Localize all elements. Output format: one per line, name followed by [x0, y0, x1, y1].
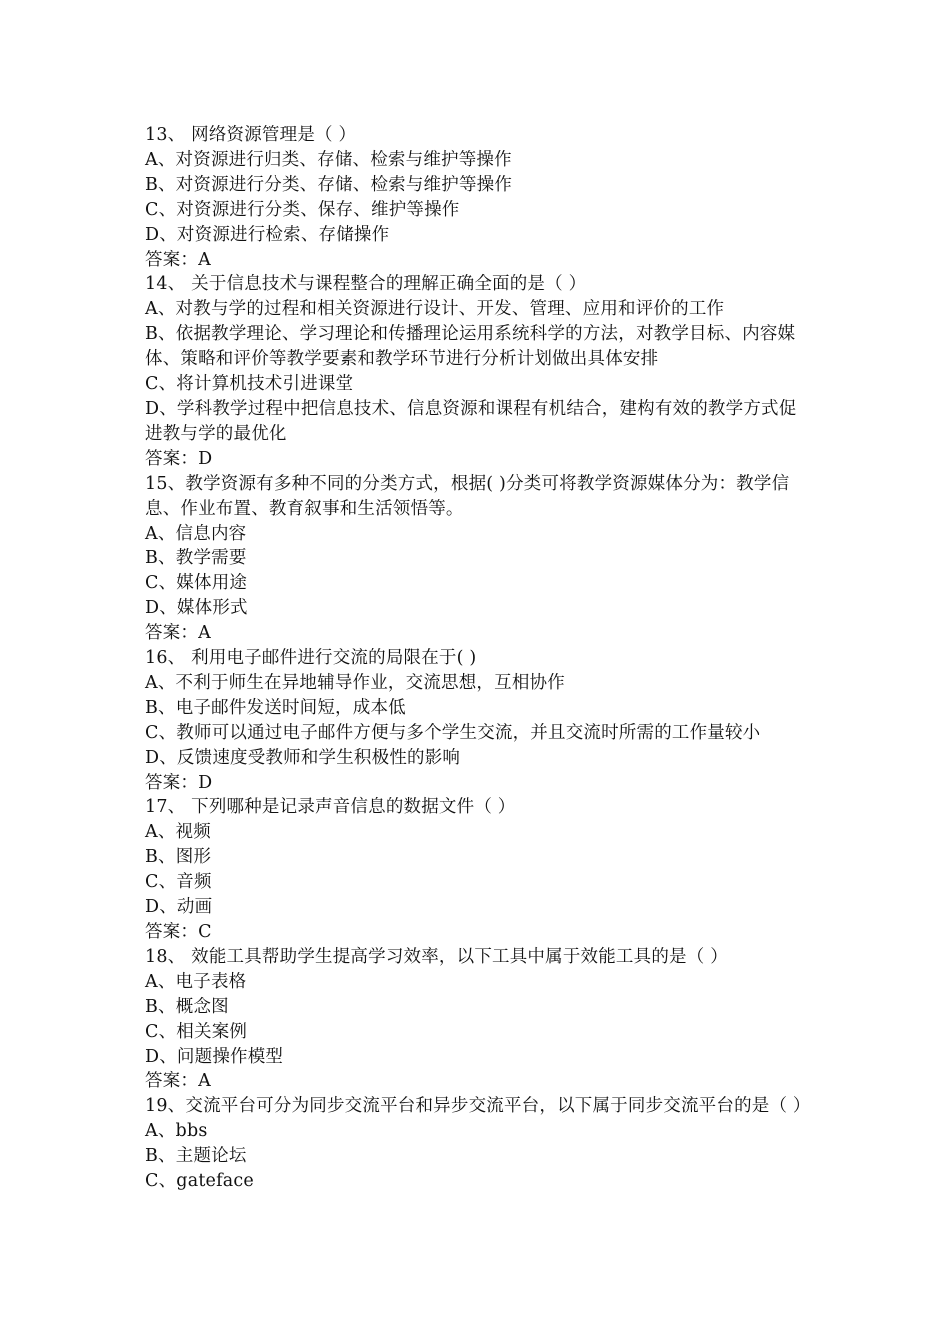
- question-option: B、主题论坛: [145, 1146, 247, 1167]
- question-answer: 答案：A: [145, 249, 211, 270]
- question-option: A、视频: [145, 822, 211, 843]
- question-option: B、概念图: [145, 996, 229, 1017]
- question-option: D、问题操作模型: [145, 1046, 284, 1067]
- question-stem: 13、 网络资源管理是（ ）: [145, 125, 357, 145]
- question-option: A、对教与学的过程和相关资源进行设计、开发、管理、应用和评价的工作: [145, 299, 725, 320]
- question-option: A、不利于师生在异地辅导作业，交流思想，互相协作: [145, 672, 565, 693]
- question-answer: 答案：D: [145, 772, 213, 793]
- question-stem: 14、 关于信息技术与课程整合的理解正确全面的是（ ）: [145, 274, 587, 295]
- question-stem: 16、 利用电子邮件进行交流的局限在于( ): [145, 648, 477, 669]
- question-option: D、反馈速度受教师和学生积极性的影响: [145, 747, 461, 768]
- question-option: A、bbs: [145, 1121, 208, 1142]
- question-option: C、对资源进行分类、保存、维护等操作: [145, 199, 460, 220]
- question-option: C、将计算机技术引进课堂: [145, 374, 354, 395]
- question-list: [145, 123, 813, 1194]
- question-stem: 19、交流平台可分为同步交流平台和异步交流平台，以下属于同步交流平台的是（ ）: [145, 1096, 811, 1117]
- question-option: B、电子邮件发送时间短，成本低: [145, 697, 406, 718]
- question-option: A、对资源进行归类、存储、检索与维护等操作: [145, 149, 512, 170]
- question-option: C、gateface: [145, 1171, 254, 1192]
- question-option: C、相关案例: [145, 1021, 248, 1042]
- question-option: A、电子表格: [145, 971, 247, 992]
- question-answer: 答案：A: [145, 1071, 211, 1092]
- question-answer: 答案：C: [145, 922, 212, 942]
- question-answer: 答案：D: [145, 448, 213, 469]
- question-stem: 18、 效能工具帮助学生提高学习效率，以下工具中属于效能工具的是（ ）: [145, 946, 728, 967]
- question-stem: 17、 下列哪种是记录声音信息的数据文件（ ）: [145, 797, 516, 818]
- question-option: B、图形: [145, 847, 212, 868]
- question-option: D、动画: [145, 897, 213, 918]
- question-option: D、对资源进行检索、存储操作: [145, 224, 390, 245]
- question-option: B、对资源进行分类、存储、检索与维护等操作: [145, 174, 513, 195]
- question-option: B、教学需要: [145, 548, 247, 569]
- question-option: C、教师可以通过电子邮件方便与多个学生交流，并且交流时所需的工作量较小: [145, 722, 761, 743]
- question-option: D、学科教学过程中把信息技术、信息资源和课程有机结合，建构有效的教学方式促进教与学的最优化: [145, 398, 797, 444]
- question-option: B、依据教学理论、学习理论和传播理论运用系统科学的方法，对教学目标、内容媒体、策略和评价等教学要素和教学环节进行分析计划做出具体安排: [145, 324, 796, 370]
- question-option: C、音频: [145, 872, 212, 893]
- question-stem: 15、教学资源有多种不同的分类方式，根据( )分类可将教学资源媒体分为：教学信息、作业布置、教育叙事和生活领悟等。: [145, 473, 790, 519]
- question-option: A、信息内容: [145, 523, 247, 544]
- question-option: C、媒体用途: [145, 573, 248, 594]
- question-option: D、媒体形式: [145, 598, 248, 619]
- question-answer: 答案：A: [145, 623, 211, 644]
